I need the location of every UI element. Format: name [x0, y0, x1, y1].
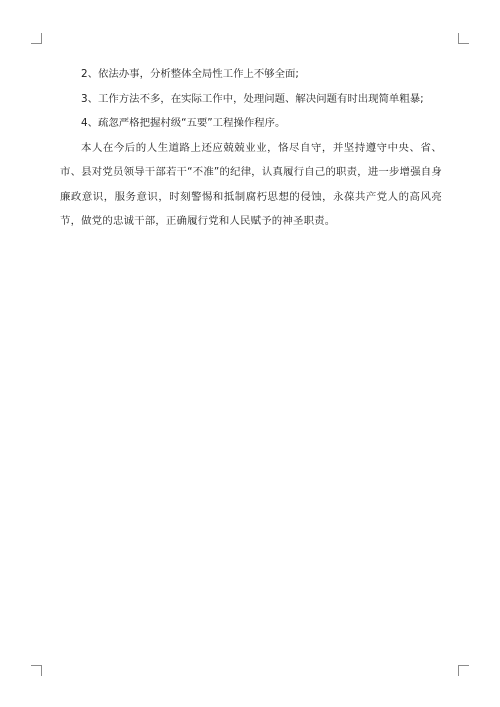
list-item-2: 2、依法办事，分析整体全局性工作上不够全面; — [81, 68, 299, 80]
crop-mark-bottom-right — [458, 665, 469, 676]
crop-mark-bottom-left — [31, 665, 42, 676]
crop-mark-top-left — [31, 33, 42, 44]
crop-mark-top-right — [458, 33, 469, 44]
document-body — [60, 62, 442, 234]
list-item-3: 3、工作方法不多，在实际工作中，处理问题、解决问题有时出现简单粗暴; — [81, 92, 424, 105]
list-item-4: 4、疏忽严格把握村级“五要”工程操作程序。 — [81, 117, 286, 129]
closing-paragraph: 本人在今后的人生道路上还应兢兢业业，恪尽自守，并坚持遵守中央、省、市、县对党员领导干部若干“不准”的纪律，认真履行自己的职责，进一步增强自身廉政意识，服务意识，时刻警惕和抵制腐朽思想的侵蚀，永葆共产党人的高风亮节，做党的忠诚干部，正确履行党和人民赋予的神圣职责。 — [60, 141, 442, 227]
